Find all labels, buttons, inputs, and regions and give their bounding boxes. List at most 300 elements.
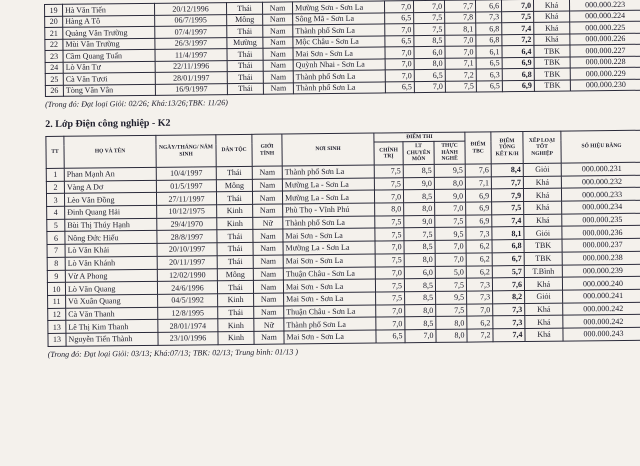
table-1-summary-note: (Trong đó: Đạt loại Giỏi: 02/26; Khá:13/26;TBK: 11/26) [45,98,228,109]
col-gender: Nam [253,229,283,242]
col-practice: 8,0 [434,177,465,190]
col-rank: Giỏi [524,227,562,240]
col-tt: 1 [46,168,64,181]
col-birthplace: Sông Mã - Sơn La [293,12,385,24]
col-dob: 27/11/1997 [156,192,216,205]
col-politics: 7,5 [374,165,403,178]
col-gender: Nam [253,280,283,293]
col-theory: 7,5 [404,228,435,241]
col-rank: Giỏi [525,290,563,303]
col-theory: 6,5 [414,69,445,81]
col-ethnic: Mông [217,268,253,281]
col-practice: 7,0 [435,240,466,253]
table-class-1-continued [44,0,640,97]
col-tt: 20 [45,16,63,28]
col-theory: 7,5 [414,12,445,24]
col-dob: 28/01/1997 [155,72,227,84]
col-name: Cà Văn Tươi [63,72,155,84]
col-total: 8,2 [493,290,525,303]
col-cert: 000.000.223 [569,0,640,10]
col-ethnic: Thái [227,83,263,95]
col-tt: 21 [45,27,63,39]
col-politics: 7,0 [385,24,414,36]
col-birthplace: Thành phố Sơn La [282,165,374,179]
col-tt: 3 [46,194,64,207]
col-birthplace: Thành phố Sơn La [284,317,376,331]
col-total: 7,4 [493,328,525,341]
col-politics: 7,0 [385,70,414,82]
col-name: Lò Văn Khải [65,243,157,257]
col-birthplace: Mai Sơn - Sơn La [293,47,385,59]
col-tt: 4 [47,206,65,219]
col-cert: 000.000.241 [563,289,640,303]
header-cert: SỐ HIỆU BẰNG [561,130,640,163]
col-theory: 7,0 [414,81,445,93]
col-tt: 24 [45,62,63,74]
col-tt: 12 [48,308,66,321]
col-cert: 000.000.242 [563,302,640,316]
col-name: Phan Mạnh An [64,167,156,181]
col-rank: Khá [534,10,570,22]
col-birthplace: Mường Sơn - Sơn La [292,1,384,13]
col-gender: Nam [263,82,293,94]
col-name: Cà Văn Thanh [66,307,158,321]
col-dob: 16/9/1997 [155,83,227,95]
col-tt: 6 [47,232,65,245]
col-tbc: 7,3 [476,11,502,23]
col-name: Vàng A Dơ [64,180,156,194]
col-tt: 2 [46,181,64,194]
col-dob: 06/7/1995 [155,14,227,26]
col-tbc: 6,9 [466,202,492,215]
col-birthplace: Thành phố Sơn La [293,70,385,82]
col-practice: 9,5 [436,291,467,304]
col-practice: 5,0 [435,266,466,279]
col-cert: 000.000.227 [570,44,640,56]
col-cert: 000.000.238 [562,251,640,265]
col-cert: 000.000.236 [562,226,640,240]
col-dob: 12/02/1990 [157,268,217,281]
section-title: 2. Lớp Điện công nghiệp - K2 [45,117,171,130]
col-total: 7,7 [491,176,523,189]
col-rank: TBK [534,56,570,68]
col-gender: Nam [262,2,292,14]
col-practice: 7,0 [435,253,466,266]
col-ethnic: Thái [227,71,263,83]
col-name: Lèo Văn Đồng [64,193,156,207]
col-dob: 23/10/1996 [158,332,218,345]
col-gender: Nam [263,59,293,71]
col-tbc: 6,8 [476,23,502,35]
col-practice: 9,5 [435,228,466,241]
col-practice: 9,0 [434,189,465,202]
col-total: 6,4 [502,45,534,57]
col-tbc: 6,1 [476,46,502,58]
col-tbc: 7,0 [467,303,493,316]
col-ethnic: Thái [218,306,254,319]
col-gender: Nam [263,48,293,60]
col-theory: 8,0 [414,58,445,70]
col-birthplace: Mai Sơn - Sơn La [283,254,375,268]
col-rank: TBK [534,45,570,57]
col-name: Lò Văn Quang [65,282,157,296]
col-politics: 7,5 [375,228,404,241]
col-rank: T.Bình [524,265,562,278]
col-ethnic: Thái [217,242,253,255]
col-tt: 13 [48,333,66,346]
col-theory: 8,5 [414,35,445,47]
col-cert: 000.000.226 [570,33,640,45]
col-birthplace: Mường La - Sơn La [283,241,375,255]
col-ethnic: Thái [226,2,262,14]
col-total: 8,4 [491,163,523,176]
col-politics: 7,5 [375,254,404,267]
col-name: Tòng Văn Vân [63,84,155,96]
col-ethnic: Mông [227,14,263,26]
col-cert: 000.000.224 [570,10,640,22]
col-ethnic: Mông [216,179,252,192]
col-dob: 04/5/1992 [158,294,218,307]
col-name: Quàng Văn Trường [63,26,155,38]
col-gender: Nam [252,166,282,179]
col-tbc: 7,3 [466,278,492,291]
col-practice: 8,1 [445,23,476,35]
col-dob: 24/6/1996 [157,281,217,294]
col-practice: 7,0 [445,34,476,46]
col-theory: 8,5 [404,279,435,292]
col-ethnic: Thái [217,230,253,243]
col-cert: 000.000.229 [570,67,640,79]
table-class-2 [45,130,640,347]
col-politics: 7,5 [375,215,404,228]
col-politics: 6,5 [385,12,414,24]
col-tt: 10 [47,282,65,295]
col-name: Lò Văn Tư [63,61,155,73]
col-gender: Nam [254,293,284,306]
col-birthplace: Thuận Châu - Sơn La [283,267,375,281]
col-total: 6,8 [492,240,524,253]
header-tt: TT [46,136,64,168]
col-cert: 000.000.237 [562,238,640,252]
col-ethnic: Thái [217,281,253,294]
col-ethnic: Thái [216,166,252,179]
col-cert: 000.000.234 [562,200,640,214]
col-tbc: 7,1 [465,177,491,190]
col-rank: TBK [534,68,570,80]
col-birthplace: Mai Sơn - Sơn La [284,330,376,344]
col-dob: 28/01/1974 [158,319,218,332]
col-practice: 8,0 [436,316,467,329]
col-politics: 6,5 [385,81,414,93]
col-tbc: 6,2 [466,265,492,278]
col-tbc: 6,2 [466,240,492,253]
col-rank: TBK [534,79,570,91]
col-name: Vừ A Phong [65,269,157,283]
col-birthplace: Mai Sơn - Sơn La [283,279,375,293]
col-theory: 8,0 [404,253,435,266]
col-gender: Nam [253,242,283,255]
col-ethnic: Kinh [217,204,253,217]
col-tbc: 7,3 [467,291,493,304]
col-birthplace: Thành phố Sơn La [293,81,385,93]
col-birthplace: Mộc Châu - Sơn La [293,35,385,47]
col-name: Nguyễn Tiến Thành [66,332,158,346]
col-birthplace: Mường La - Sơn La [282,178,374,192]
col-tt: 13 [48,321,66,334]
col-practice: 7,0 [435,202,466,215]
col-gender: Nữ [254,318,284,331]
col-name: Cầm Quang Tuấn [63,49,155,61]
col-dob: 28/8/1997 [157,230,217,243]
col-gender: Nam [252,179,282,192]
col-politics: 6,5 [376,330,405,343]
col-total: 6,8 [502,68,534,80]
col-rank: TBK [524,239,562,252]
col-total: 6,9 [502,80,534,92]
col-gender: Nam [253,255,283,268]
col-politics: 7,5 [376,292,405,305]
col-gender: Nam [252,191,282,204]
header-rank: XẾP LOẠI TỐT NGHIỆP [523,131,561,163]
col-politics: 7,0 [374,190,403,203]
col-tt: 19 [45,4,63,16]
col-politics: 7,5 [374,177,403,190]
col-tbc: 6,3 [476,69,502,81]
col-politics: 7,0 [376,304,405,317]
col-tbc: 6,5 [476,57,502,69]
col-birthplace: Quỳnh Nhai - Sơn La [293,58,385,70]
col-theory: 7,0 [405,329,436,342]
col-rank: Khá [523,188,561,201]
col-theory: 6,0 [414,46,445,58]
col-theory: 6,0 [404,266,435,279]
col-rank: Khá [524,277,562,290]
col-cert: 000.000.243 [563,327,640,341]
table-2-summary-note: (Trong đó: Đạt loại Giỏi: 03/13; Khá:07/13; TBK: 02/13; Trung bình: 01/13 ) [47,346,299,359]
col-tt: 7 [47,244,65,257]
col-theory: 8,5 [403,164,434,177]
col-gender: Nam [253,204,283,217]
col-cert: 000.000.228 [570,56,640,68]
col-name: Lò Văn Khánh [65,256,157,270]
col-total: 7,6 [492,278,524,291]
col-tt: 11 [48,295,66,308]
col-name: Mùi Văn Trường [63,38,155,50]
col-theory: 8,5 [405,317,436,330]
col-theory: 9,0 [403,177,434,190]
col-ethnic: Mường [227,37,263,49]
col-birthplace: Thành phố Sơn La [283,216,375,230]
col-tbc: 6,9 [465,189,491,202]
col-total: 5,7 [492,265,524,278]
col-practice: 7,8 [445,11,476,23]
col-tt: 8 [47,257,65,270]
col-total: 7,5 [492,202,524,215]
header-tbc: ĐIỂM TBC [465,132,491,164]
col-gender: Nam [263,36,293,48]
col-rank: Khá [525,303,563,316]
header-politics: CHÍNH TRỊ [374,142,403,165]
col-dob: 20/10/1997 [157,243,217,256]
col-tbc: 6,6 [475,0,501,11]
col-total: 8,1 [492,227,524,240]
col-cert: 000.000.239 [562,264,640,278]
col-total: 7,9 [491,189,523,202]
col-tbc: 6,2 [466,253,492,266]
col-dob: 07/4/1997 [155,26,227,38]
col-name: Vũ Xuân Quang [66,294,158,308]
col-gender: Nam [254,331,284,344]
col-rank: Giỏi [523,163,561,176]
col-rank: Khá [534,22,570,34]
col-politics: 7,0 [375,241,404,254]
col-theory: 7,0 [413,0,444,12]
col-rank: TBK [524,252,562,265]
col-practice: 7,2 [445,69,476,81]
col-tt: 9 [47,270,65,283]
col-politics: 7,0 [385,58,414,70]
col-rank: Khá [523,176,561,189]
col-practice: 7,1 [445,57,476,69]
col-politics: 8,0 [375,203,404,216]
document-page [44,0,626,360]
header-theory: LT CHUYÊN MÔN [403,141,434,164]
col-politics: 7,0 [385,47,414,59]
col-tbc: 7,2 [467,329,493,342]
col-tbc: 6,2 [467,316,493,329]
col-total: 7,5 [502,11,534,23]
col-practice: 7,5 [435,278,466,291]
col-theory: 7,5 [414,23,445,35]
col-tt: 22 [45,39,63,51]
header-dob: NGÀY/THÁNG/ NĂM SINH [156,135,216,168]
col-tt: 23 [45,50,63,62]
col-name: Đinh Quang Hải [65,205,157,219]
col-practice: 7,0 [445,46,476,58]
col-cert: 000.000.230 [570,79,640,91]
col-rank: Khá [525,315,563,328]
col-total: 7,4 [502,22,534,34]
col-practice: 9,5 [434,164,465,177]
col-ethnic: Thái [217,255,253,268]
col-theory: 9,0 [404,215,435,228]
col-dob: 10/12/1975 [157,205,217,218]
col-total: 6,7 [492,252,524,265]
col-name: Hàng A Tô [63,15,155,27]
header-name: HỌ VÀ TÊN [64,135,156,168]
col-rank: Khá [524,201,562,214]
col-tbc: 6,9 [466,215,492,228]
col-rank: Khá [524,214,562,227]
col-birthplace: Mai Sơn - Sơn La [284,292,376,306]
col-gender: Nam [254,306,284,319]
col-gender: Nam [263,25,293,37]
col-dob: 10/4/1997 [156,167,216,180]
col-cert: 000.000.231 [561,162,640,176]
col-politics: 7,0 [376,317,405,330]
col-gender: Nam [253,268,283,281]
col-ethnic: Kinh [218,293,254,306]
table-1-body [45,0,640,96]
col-politics: 7,5 [375,279,404,292]
table-2-body [46,162,640,346]
col-birthplace: Thành phố Sơn La [293,24,385,36]
col-tbc: 7,3 [466,227,492,240]
col-theory: 8,5 [404,241,435,254]
col-tt: 26 [45,85,63,97]
col-tbc: 7,6 [465,164,491,177]
col-total: 7,3 [493,316,525,329]
col-total: 7,0 [501,0,533,11]
header-exam: ĐIỂM THI [374,132,465,142]
col-practice: 7,5 [445,80,476,92]
col-birthplace: Thuận Châu - Sơn La [284,305,376,319]
col-dob: 12/8/1995 [158,306,218,319]
col-rank: Khá [533,0,569,11]
col-cert: 000.000.225 [570,21,640,33]
header-birthplace: NƠI SINH [282,133,374,166]
col-ethnic: Thái [227,25,263,37]
col-total: 7,2 [502,34,534,46]
header-gender: GIỚI TÍNH [252,134,282,166]
col-ethnic: Kinh [218,319,254,332]
col-total: 7,4 [492,214,524,227]
col-dob: 20/12/1996 [154,3,226,15]
col-tbc: 6,5 [476,80,502,92]
col-cert: 000.000.235 [562,213,640,227]
col-theory: 8,0 [405,304,436,317]
col-tt: 5 [47,219,65,232]
col-rank: Khá [534,33,570,45]
col-cert: 000.000.232 [561,175,640,189]
col-gender: Nam [263,13,293,25]
col-birthplace: Phù Thọ - Vĩnh Phú [283,203,375,217]
col-birthplace: Mai Sơn - Sơn La [283,228,375,242]
col-practice: 7,7 [444,0,475,12]
col-tbc: 6,8 [476,34,502,46]
header-practice: THỰC HÀNH NGHỀ [434,141,465,164]
col-dob: 29/4/1970 [157,217,217,230]
col-dob: 01/5/1997 [156,179,216,192]
col-theory: 8,5 [405,291,436,304]
col-politics: 7,0 [384,1,413,13]
col-name: Lê Thị Kim Thanh [66,320,158,334]
header-total: ĐIỂM TỔNG KẾT K/H [491,131,523,163]
col-cert: 000.000.242 [563,314,640,328]
col-rank: Khá [525,328,563,341]
col-ethnic: Thái [227,48,263,60]
col-theory: 8,5 [403,190,434,203]
col-gender: Nam [263,71,293,83]
col-cert: 000.000.233 [561,188,640,202]
col-birthplace: Mường La - Sơn La [282,190,374,204]
col-dob: 22/11/1996 [155,60,227,72]
col-gender: Nữ [253,217,283,230]
col-practice: 8,0 [436,329,467,342]
col-name: Hà Văn Tiến [63,3,155,15]
header-ethnic: DÂN TỘC [216,134,252,166]
col-cert: 000.000.240 [562,276,640,290]
col-total: 7,3 [493,303,525,316]
col-ethnic: Thái [216,192,252,205]
col-politics: 7,0 [375,266,404,279]
col-total: 6,9 [502,57,534,69]
col-ethnic: Thái [227,60,263,72]
col-name: Bùi Thị Thúy Hạnh [65,218,157,232]
col-theory: 8,0 [404,202,435,215]
col-politics: 6,5 [385,35,414,47]
col-ethnic: Kinh [218,331,254,344]
